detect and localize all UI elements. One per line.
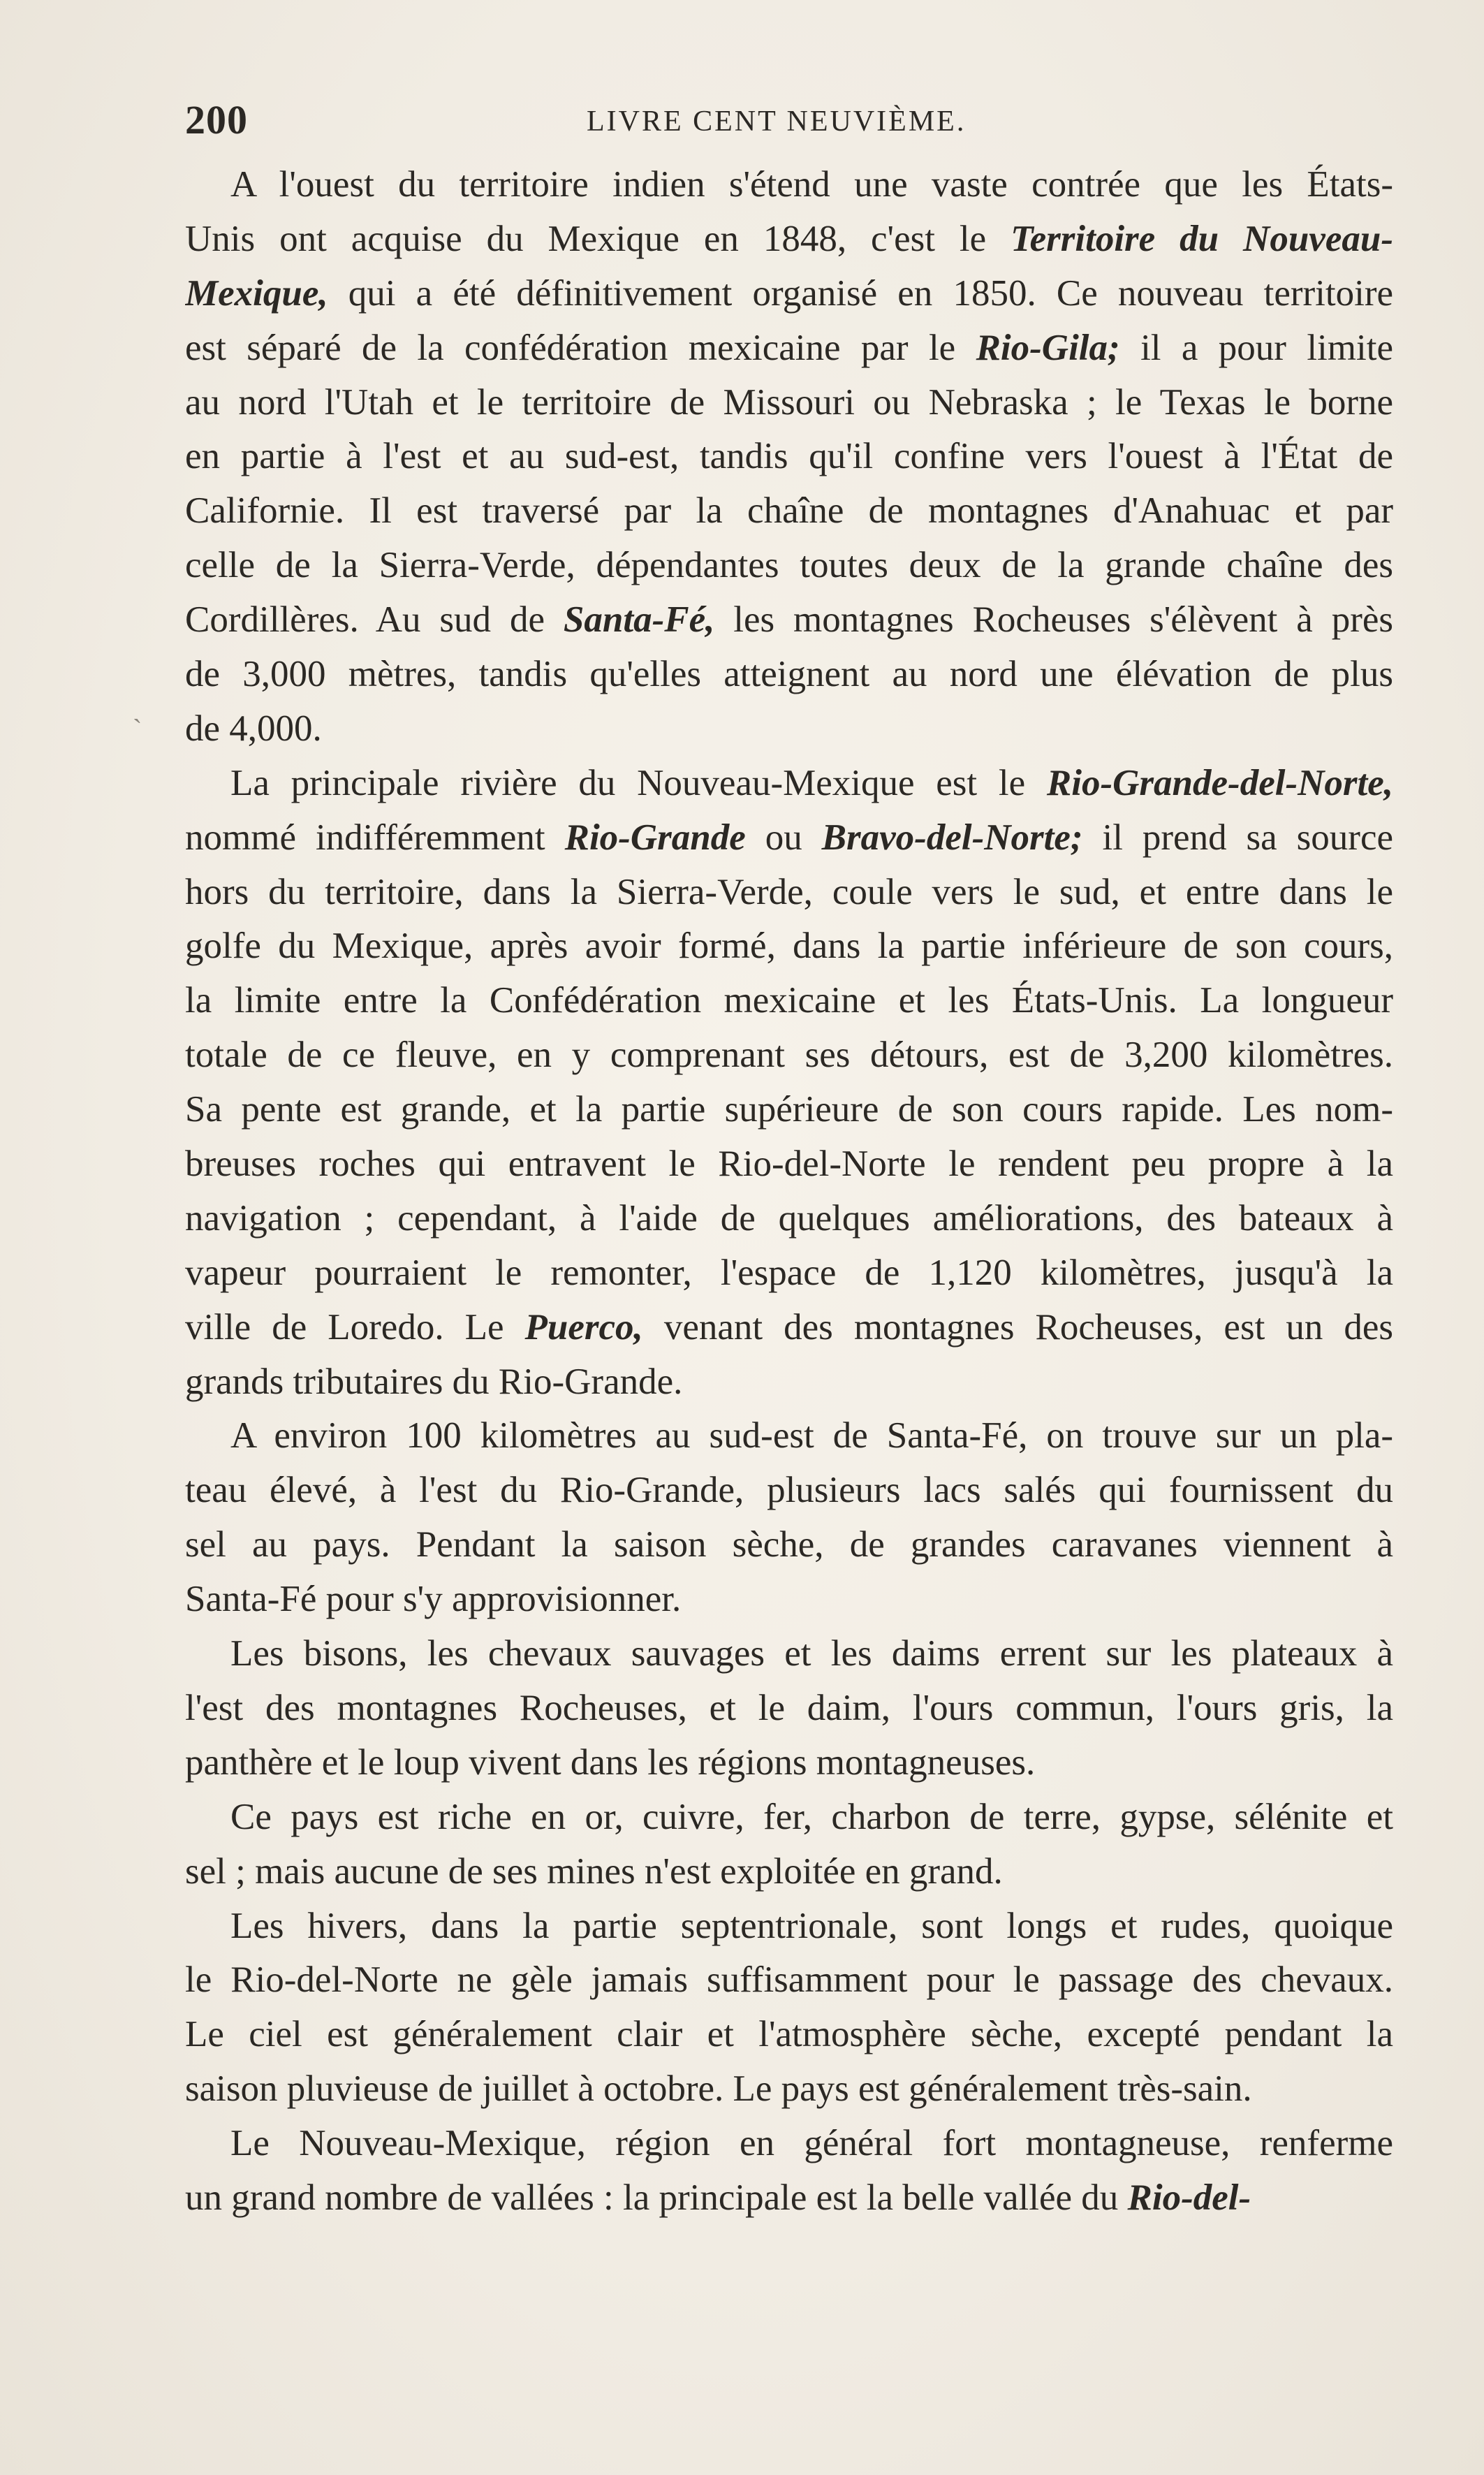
text-run: Santa-Fé pour s'y approvisionner. <box>185 1579 682 1620</box>
text-line <box>185 1409 1393 1463</box>
text-line <box>185 2171 1393 2226</box>
text-run: grands tributaires du Rio-Grande. <box>185 1361 683 1402</box>
text-line <box>185 2117 1393 2171</box>
text-line <box>185 1790 1393 1845</box>
text-run: hors du territoire, dans la Sierra-Verde, coule vers le sud, et entre dans le <box>185 871 1393 912</box>
text-line <box>185 974 1393 1028</box>
text-run: il prend sa source <box>1082 817 1393 858</box>
text-run: Le Nouveau-Mexique, région en général fort montagneuse, renferme <box>230 2123 1393 2164</box>
paragraph <box>185 757 1393 1410</box>
text-line <box>185 1681 1393 1736</box>
text-run: Cordillères. Au sud de <box>185 599 564 641</box>
text-line <box>185 1355 1393 1410</box>
text-line <box>185 484 1393 539</box>
text-run: au nord l'Utah et le territoire de Missouri ou Nebraska ; le Texas le borne <box>185 381 1393 423</box>
text-line <box>185 1572 1393 1627</box>
text-line <box>185 919 1393 974</box>
text-line <box>185 1463 1393 1518</box>
text-run: venant des montagnes Rocheuses, est un des <box>642 1306 1393 1348</box>
text-run: un grand nombre de vallées : la principale est la belle vallée du <box>185 2177 1128 2218</box>
text-run: en partie à l'est et au sud-est, tandis qu'il confine vers l'ouest à l'État de <box>185 436 1393 477</box>
text-line <box>185 2062 1393 2117</box>
text-run: teau élevé, à l'est du Rio-Grande, plusieurs lacs salés qui fournissent du <box>185 1470 1393 1511</box>
text-run: Les bisons, les chevaux sauvages et les daims errent sur les plateaux à <box>230 1633 1393 1674</box>
text-run: de 3,000 mètres, tandis qu'elles atteignent au nord une élévation de plus <box>185 654 1393 695</box>
italic-run: Rio-Gila; <box>976 327 1120 368</box>
text-run: les montagnes Rocheuses s'élèvent à près <box>714 599 1393 641</box>
text-run: qui a été définitivement organisé en 1850. Ce nouveau territoire <box>328 272 1393 314</box>
body-text <box>185 158 1393 2226</box>
text-line <box>185 212 1393 267</box>
text-run: de 4,000. <box>185 708 322 749</box>
text-run: sel ; mais aucune de ses mines n'est exploitée en grand. <box>185 1850 1003 1892</box>
text-run: golfe du Mexique, après avoir formé, dans la partie inférieure de son cours, <box>185 926 1393 967</box>
text-line <box>185 1192 1393 1246</box>
italic-run: Bravo-del-Norte; <box>821 817 1083 858</box>
text-run: La principale rivière du Nouveau-Mexique est le <box>230 762 1047 803</box>
text-run: breuses roches qui entravent le Rio-del-Norte le rendent peu propre à la <box>185 1144 1393 1185</box>
paragraph <box>185 1899 1393 2117</box>
text-line <box>185 1083 1393 1137</box>
text-run: vapeur pourraient le remonter, l'espace de 1,120 kilomètres, jusqu'à la <box>185 1252 1393 1293</box>
text-run: l'est des montagnes Rocheuses, et le daim, l'ours commun, l'ours gris, la <box>185 1687 1393 1728</box>
text-line <box>185 1736 1393 1790</box>
text-line <box>185 2008 1393 2062</box>
italic-run: Santa-Fé, <box>563 599 715 641</box>
italic-run: Mexique, <box>185 272 328 314</box>
text-line <box>185 1137 1393 1192</box>
text-line <box>185 1627 1393 1681</box>
text-run: ville de Loredo. Le <box>185 1306 525 1348</box>
text-line <box>185 1301 1393 1355</box>
paragraph <box>185 158 1393 757</box>
text-run: Les hivers, dans la partie septentrionale, sont longs et rudes, quoique <box>230 1905 1393 1946</box>
text-line <box>185 648 1393 702</box>
running-head: LIVRE CENT NEUVIÈME. <box>587 105 967 138</box>
text-line <box>185 1899 1393 1954</box>
text-line <box>185 376 1393 430</box>
text-run: saison pluvieuse de juillet à octobre. Le pays est généralement très-sain. <box>185 2068 1252 2110</box>
text-run: Sa pente est grande, et la partie supérieure de son cours rapide. Les nom- <box>185 1089 1393 1130</box>
paragraph <box>185 1627 1393 1790</box>
text-line <box>185 267 1393 321</box>
text-run: panthère et le loup vivent dans les régions montagneuses. <box>185 1742 1036 1783</box>
text-run: Unis ont acquise du Mexique en 1848, c'est le <box>185 218 1011 259</box>
text-line <box>185 1518 1393 1572</box>
text-run: Ce pays est riche en or, cuivre, fer, charbon de terre, gypse, sélénite et <box>230 1796 1393 1837</box>
italic-run: Rio-Grande <box>564 817 746 858</box>
text-line <box>185 757 1393 811</box>
text-run: nommé indifféremment <box>185 817 565 858</box>
text-run: celle de la Sierra-Verde, dépendantes toutes deux de la grande chaîne des <box>185 545 1393 586</box>
text-line <box>185 1953 1393 2008</box>
text-run: navigation ; cependant, à l'aide de quelques améliorations, des bateaux à <box>185 1197 1393 1239</box>
text-line <box>185 430 1393 484</box>
text-run: sel au pays. Pendant la saison sèche, de grandes caravanes viennent à <box>185 1524 1393 1565</box>
text-run: totale de ce fleuve, en y comprenant ses détours, est de 3,200 kilomètres. <box>185 1035 1393 1076</box>
text-run: A l'ouest du territoire indien s'étend une vaste contrée que les États- <box>230 164 1393 205</box>
italic-run: Rio-del- <box>1127 2177 1251 2218</box>
italic-run: Rio-Grande-del-Norte, <box>1046 762 1393 803</box>
text-line <box>185 539 1393 593</box>
text-line <box>185 1845 1393 1899</box>
text-line <box>185 866 1393 920</box>
text-run: la limite entre la Confédération mexicaine et les États-Unis. La longueur <box>185 980 1393 1021</box>
text-line <box>185 1246 1393 1301</box>
text-line <box>185 811 1393 866</box>
italic-run: Puerco, <box>524 1306 643 1348</box>
text-line <box>185 702 1393 757</box>
text-run: il a pour limite <box>1119 327 1393 368</box>
paragraph <box>185 1409 1393 1627</box>
text-line <box>185 1028 1393 1083</box>
italic-run: Territoire du Nouveau- <box>1011 218 1393 259</box>
text-run: A environ 100 kilomètres au sud-est de Santa-Fé, on trouve sur un pla- <box>230 1415 1393 1456</box>
text-run: le Rio-del-Norte ne gèle jamais suffisamment pour le passage des chevaux. <box>185 1959 1393 2001</box>
page-number: 200 <box>185 97 248 143</box>
text-line <box>185 158 1393 212</box>
text-run: Le ciel est généralement clair et l'atmosphère sèche, excepté pendant la <box>185 2014 1393 2055</box>
margin-tick-mark: ˋ <box>133 713 142 745</box>
paragraph <box>185 1790 1393 1899</box>
paragraph <box>185 2117 1393 2226</box>
text-line <box>185 321 1393 376</box>
page-header <box>185 96 1379 152</box>
text-run: Californie. Il est traversé par la chaîne de montagnes d'Anahuac et par <box>185 490 1393 532</box>
text-run: est séparé de la confédération mexicaine par le <box>185 327 976 368</box>
text-line <box>185 593 1393 648</box>
text-run: ou <box>745 817 822 858</box>
